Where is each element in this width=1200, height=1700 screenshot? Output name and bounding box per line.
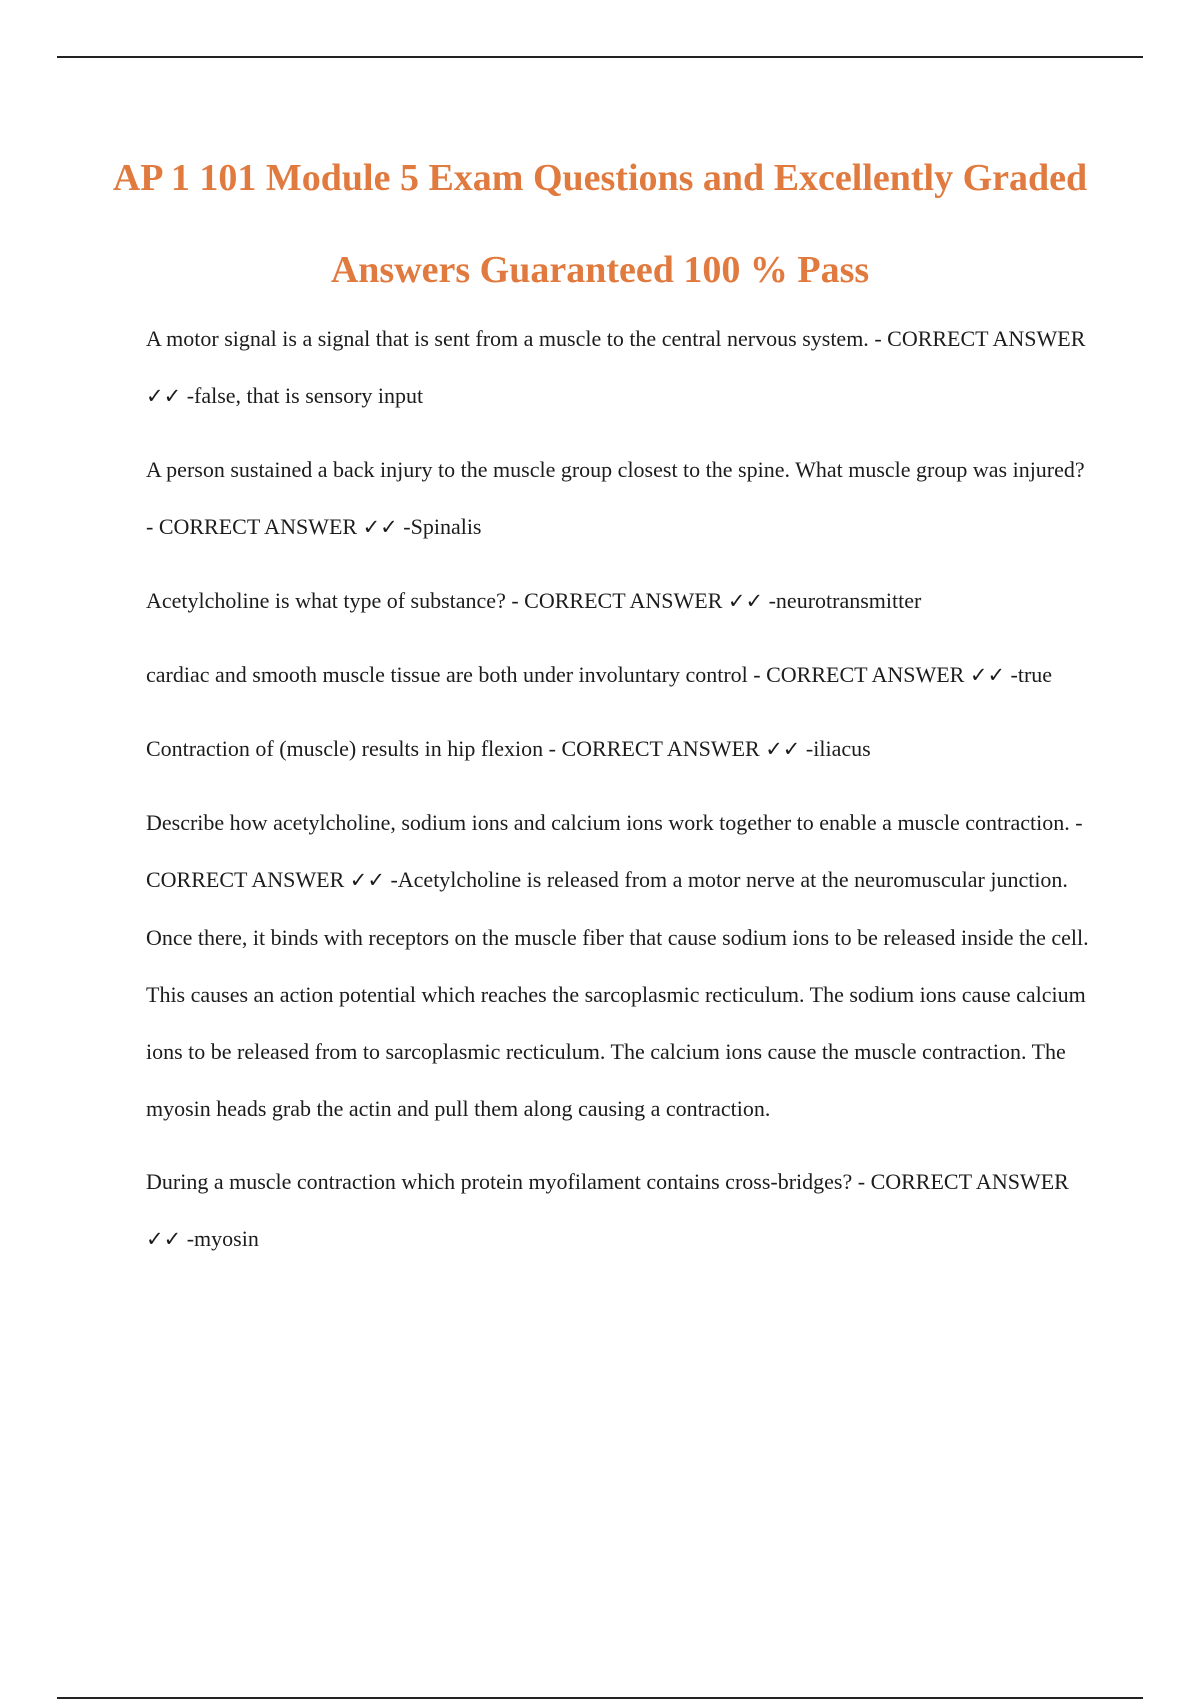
answer-marker: - CORRECT ANSWER (146, 514, 358, 539)
qa-list (146, 310, 1096, 1284)
question-text: A motor signal is a signal that is sent from a muscle to the central nervous system. (146, 326, 869, 351)
qa-item-5 (146, 720, 1096, 778)
double-check-icon: ✓✓ (146, 384, 182, 408)
double-check-icon: ✓✓ (969, 663, 1006, 687)
qa-item-3 (146, 572, 1096, 630)
answer-text: -Acetylcholine is released from a motor nerve at the neuromuscular junction. Once there, it binds with receptors on the muscle fiber that cause sodium ions to be released inside the cell. This causes an action potential which reaches the sarcoplasmic recticulum. The sodium ions cause calcium ions to be released from to sarcoplasmic recticulum. The calcium ions cause the muscle contraction. The myosin heads grab the actin and pull them along causing a contraction. (146, 867, 1089, 1121)
answer-marker: - CORRECT ANSWER (511, 588, 723, 613)
answer-text: -Spinalis (403, 514, 482, 539)
question-text: Contraction of (muscle) results in hip flexion (146, 736, 544, 761)
footer-rule (57, 1697, 1143, 1699)
answer-marker: - CORRECT ANSWER (857, 1169, 1069, 1194)
double-check-icon: ✓✓ (765, 737, 801, 761)
answer-marker: - CORRECT ANSWER (874, 326, 1086, 351)
header-rule (57, 56, 1143, 58)
question-text: Acetylcholine is what type of substance? (146, 588, 506, 613)
double-check-icon: ✓✓ (727, 589, 764, 613)
qa-item-6 (146, 794, 1096, 1137)
question-text: A person sustained a back injury to the muscle group closest to the spine. What muscle group was injured? (146, 457, 1085, 482)
answer-text: -false, that is sensory input (186, 383, 424, 408)
double-check-icon: ✓✓ (146, 1227, 182, 1251)
question-text: During a muscle contraction which protein myofilament contains cross-bridges? (146, 1169, 853, 1194)
document-title: AP 1 101 Module 5 Exam Questions and Excellently Graded Answers Guaranteed 100 % Pass (112, 157, 1088, 291)
answer-marker: - CORRECT ANSWER (753, 662, 965, 687)
answer-text: -true (1010, 662, 1053, 687)
qa-item-2 (146, 441, 1096, 556)
qa-item-1 (146, 310, 1096, 425)
double-check-icon: ✓✓ (349, 868, 385, 892)
qa-item-7 (146, 1153, 1096, 1268)
question-text: cardiac and smooth muscle tissue are both under involuntary control (146, 662, 748, 687)
answer-marker: - CORRECT ANSWER (146, 810, 1083, 892)
question-text: Describe how acetylcholine, sodium ions and calcium ions work together to enable a muscle contraction. (146, 810, 1070, 835)
answer-text: -iliacus (805, 736, 871, 761)
answer-marker: - CORRECT ANSWER (548, 736, 760, 761)
double-check-icon: ✓✓ (362, 515, 398, 539)
answer-text: -myosin (186, 1226, 259, 1251)
qa-item-4 (146, 646, 1096, 704)
answer-text: -neurotransmitter (768, 588, 922, 613)
